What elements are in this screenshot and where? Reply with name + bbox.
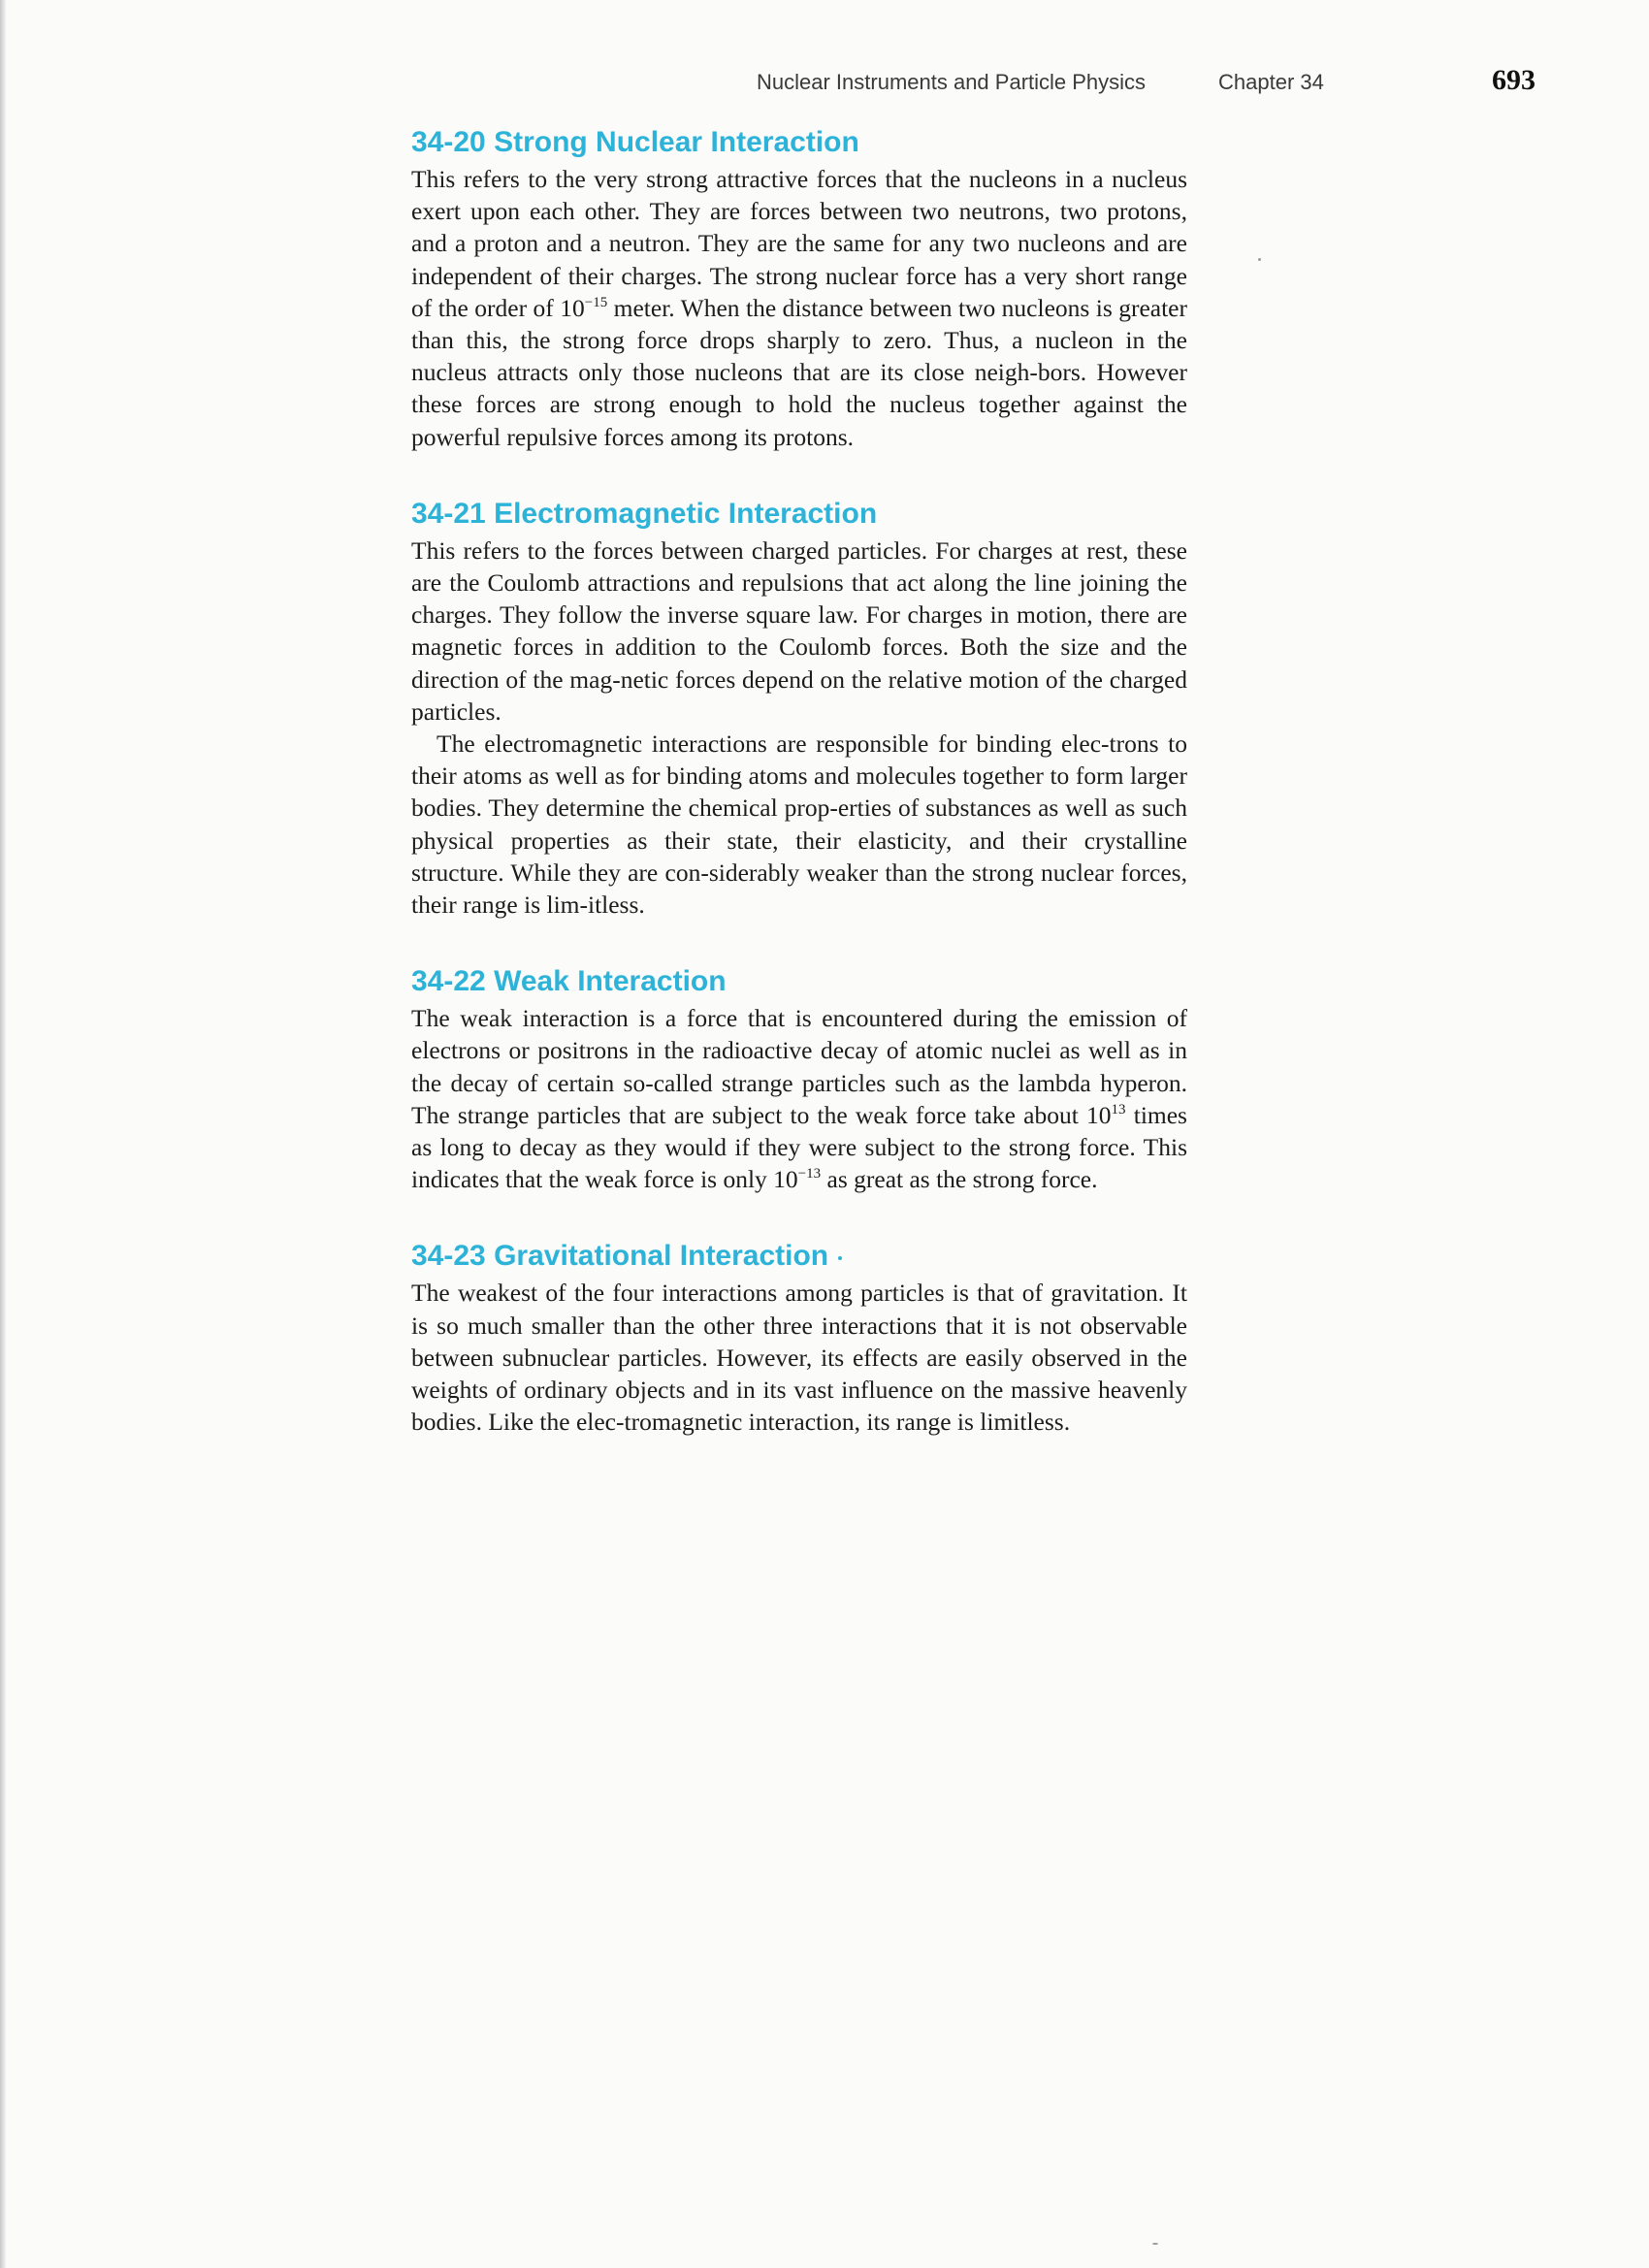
text-run: This refers to the very strong attractive forces that the nucleons in a nucleus exert upon each other. They are forces between two neutrons, two protons, and a proton and a neutron. They are the same for any two nucleons and are independent of their charges. The strong nuclear force has a very short range of the order of 10 xyxy=(411,165,1187,322)
scan-speck xyxy=(1258,258,1261,261)
section-heading: 34-22 Weak Interaction xyxy=(411,965,727,998)
dot-mark xyxy=(838,1256,842,1260)
running-header xyxy=(757,64,1552,107)
text-column xyxy=(411,124,1187,1439)
paragraph: The weakest of the four interactions among particles is that of gravitation. It is so much smaller than the other three interactions that it is not observable between subnuclear particles. However, its effects are easily observed in the weights of ordinary objects and in its vast influence on the massive heavenly bodies. Like the elec-tromagnetic interaction, its range is limitless. xyxy=(411,1279,1187,1437)
paragraph xyxy=(411,163,1187,453)
section-weak-interaction xyxy=(411,963,1187,1195)
section-gravitational-interaction xyxy=(411,1238,1187,1438)
section-heading-row xyxy=(411,1238,1187,1275)
text-run: times as long to decay as they would if they were subject to the strong force. This indicates that the weak force is only 10 xyxy=(411,1100,1187,1194)
section-electromagnetic-interaction xyxy=(411,496,1187,921)
header-chapter: Chapter 34 xyxy=(1218,70,1324,94)
section-heading: 34-20 Strong Nuclear Interaction xyxy=(411,126,859,158)
text-run: The weak interaction is a force that is encountered during the emission of electrons or positrons in the radioactive decay of atomic nuclei as well as in the decay of certain so-called strange particles such as the lambda hyperon. The strange particles that are subject to the weak force take about 10 xyxy=(411,1004,1187,1129)
section-heading: 34-21 Electromagnetic Interaction xyxy=(411,497,878,530)
section-strong-interaction xyxy=(411,124,1187,453)
exponent: −15 xyxy=(584,294,608,310)
header-title: Nuclear Instruments and Particle Physics xyxy=(757,70,1147,94)
text-run: meter. When the distance between two nucleons is greater than this, the strong force drops sharply to zero. Thus, a nucleon in the nucleus attracts only those nucleons that are its close neigh-bors. However these forces are strong enough to hold the nucleus together against the powerful repulsive forces among its protons. xyxy=(411,293,1187,451)
exponent: −13 xyxy=(797,1166,822,1183)
page-number: 693 xyxy=(1492,64,1536,96)
page-edge-shadow xyxy=(0,0,6,2268)
paragraph: This refers to the forces between charged particles. For charges at rest, these are the Coulomb attractions and repulsions that act along the line joining the charges. They follow the inverse square law. For charges in motion, there are magnetic forces in addition to the Coulomb forces. Both the size and the direction of the mag-netic forces depend on the relative motion of the charged particles. xyxy=(411,535,1187,726)
scan-speck xyxy=(1152,2243,1158,2245)
paragraph: The electromagnetic interactions are responsible for binding elec-trons to their atoms as well as for binding atoms and molecules together to form larger bodies. They determine the chemical prop-erties of substances as well as such physical properties as their state, their elasticity, and their crystalline structure. While they are con-siderably weaker than the strong nuclear forces, their range is lim-itless. xyxy=(411,729,1187,920)
paragraph xyxy=(411,1002,1187,1195)
text-run: as great as the strong force. xyxy=(821,1165,1098,1194)
section-heading: 34-23 Gravitational Interaction xyxy=(411,1240,829,1273)
exponent: 13 xyxy=(1111,1101,1126,1118)
